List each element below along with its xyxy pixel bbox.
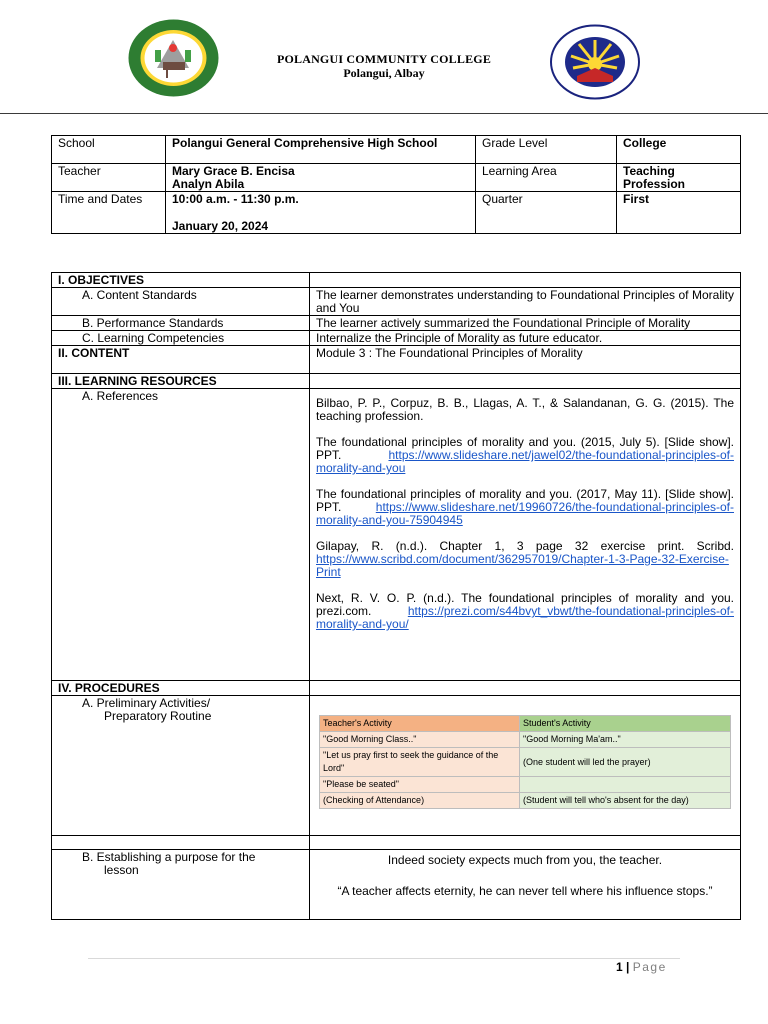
header-divider <box>0 113 768 114</box>
quarter-label: Quarter <box>476 192 617 234</box>
reference-item <box>316 397 734 423</box>
grade-value: College <box>617 136 741 164</box>
teacher-activity: "Good Morning Class.." <box>320 732 520 748</box>
reference-item <box>316 488 734 527</box>
teacher-label: Teacher <box>52 164 166 192</box>
purpose-cell <box>310 850 741 920</box>
content-text: Module 3 : The Foundational Principles of Morality <box>310 346 741 374</box>
reference-text: The foundational principles of morality and you. (2015, July 5). [Slide show]. PPT. <box>316 435 734 462</box>
reference-link[interactable]: https://prezi.com/s44bvyt_vbwt/the-foundational-principles-of-morality-and-you/ <box>316 604 734 631</box>
content-standards-label: A. Content Standards <box>52 288 310 316</box>
purpose-label <box>52 850 310 920</box>
competencies-text: Internalize the Principle of Morality as future educator. <box>310 331 741 346</box>
teacher-value <box>166 164 476 192</box>
school-label: School <box>52 136 166 164</box>
purpose-text-1: Indeed society expects much from you, the teacher. <box>387 853 663 867</box>
time-label: Time and Dates <box>52 192 166 234</box>
content-heading: II. CONTENT <box>52 346 310 374</box>
spacer-left <box>52 836 310 850</box>
reference-link[interactable]: https://www.scribd.com/document/362957019/Chapter-1-3-Page-32-Exercise-Print <box>316 552 729 579</box>
resources-empty <box>310 374 741 389</box>
purpose-quote: “A teacher affects eternity, he can never tell where his influence stops.” <box>337 884 713 898</box>
teacher-name-1: Mary Grace B. Encisa <box>172 164 295 178</box>
activity-table <box>319 715 731 809</box>
page-footer <box>616 960 667 974</box>
student-activity: (Student will tell who's absent for the day) <box>520 793 731 809</box>
reference-item <box>316 436 734 475</box>
references-cell <box>310 389 741 681</box>
college-location: Polangui, Albay <box>343 66 425 80</box>
performance-standards-label: B. Performance Standards <box>52 316 310 331</box>
student-activity <box>520 777 731 793</box>
lesson-plan-table <box>51 272 741 920</box>
date-value: January 20, 2024 <box>172 219 269 233</box>
resources-heading: III. LEARNING RESOURCES <box>52 374 310 389</box>
purpose-label-1: B. Establishing a purpose for the <box>82 850 256 864</box>
spacer-right <box>310 836 741 850</box>
reference-item <box>316 540 734 579</box>
teacher-name-2: Analyn Abila <box>172 177 245 191</box>
time-value <box>166 192 476 234</box>
activity-row <box>320 748 731 777</box>
procedures-empty <box>310 681 741 696</box>
teacher-activity-header: Teacher's Activity <box>320 716 520 732</box>
area-value: Teaching Profession <box>617 164 741 192</box>
reference-text: The foundational principles of morality and you. (2017, May 11). [Slide show]. PPT. <box>316 487 734 514</box>
class-info-table <box>51 135 741 234</box>
reference-link[interactable]: https://www.slideshare.net/19960726/the-foundational-principles-of-morality-and-you-75904945 <box>316 500 734 527</box>
preliminary-label <box>52 696 310 836</box>
college-name: POLANGUI COMMUNITY COLLEGE <box>276 52 492 66</box>
preliminary-label-1: A. Preliminary Activities/ <box>82 696 211 710</box>
references-label: A. References <box>52 389 310 681</box>
objectives-empty <box>310 273 741 288</box>
teacher-activity: (Checking of Attendance) <box>320 793 520 809</box>
quarter-value: First <box>617 192 741 234</box>
procedures-heading: IV. PROCEDURES <box>52 681 310 696</box>
teacher-activity: "Let us pray first to seek the guidance of the Lord" <box>320 748 520 777</box>
reference-link[interactable]: https://www.slideshare.net/jawel02/the-foundational-principles-of-morality-and-you <box>316 448 734 475</box>
student-activity-header: Student's Activity <box>520 716 731 732</box>
page-separator: | <box>622 960 633 974</box>
activity-row <box>320 793 731 809</box>
school-value: Polangui General Comprehensive High School <box>166 136 476 164</box>
footer-divider <box>88 958 680 959</box>
grade-label: Grade Level <box>476 136 617 164</box>
preliminary-label-2: Preparatory Routine <box>104 709 212 723</box>
objectives-heading: I. OBJECTIVES <box>52 273 310 288</box>
content-standards-text: The learner demonstrates understanding to Foundational Principles of Morality and You <box>310 288 741 316</box>
student-activity: "Good Morning Ma'am.." <box>520 732 731 748</box>
competencies-label: C. Learning Competencies <box>52 331 310 346</box>
reference-text: Next, R. V. O. P. (n.d.). The foundational principles of morality and you. prezi.com. <box>316 591 734 618</box>
time-range: 10:00 a.m. - 11:30 p.m. <box>172 192 299 206</box>
preliminary-cell <box>310 696 741 836</box>
teacher-activity: "Please be seated" <box>320 777 520 793</box>
reference-item <box>316 592 734 631</box>
reference-text: Bilbao, P. P., Corpuz, B. B., Llagas, A. T., & Salandanan, G. G. (2015). The teaching profession. <box>316 396 734 423</box>
purpose-label-2: lesson <box>104 863 139 877</box>
page-word: Page <box>632 960 667 974</box>
activity-row <box>320 732 731 748</box>
references-list <box>316 397 734 631</box>
reference-text: Gilapay, R. (n.d.). Chapter 1, 3 page 32 exercise print. Scribd. <box>316 539 734 553</box>
student-activity: (One student will led the prayer) <box>520 748 731 777</box>
page-number: 1 <box>616 960 623 974</box>
performance-standards-text: The learner actively summarized the Foundational Principle of Morality <box>310 316 741 331</box>
area-label: Learning Area <box>476 164 617 192</box>
activity-row <box>320 777 731 793</box>
